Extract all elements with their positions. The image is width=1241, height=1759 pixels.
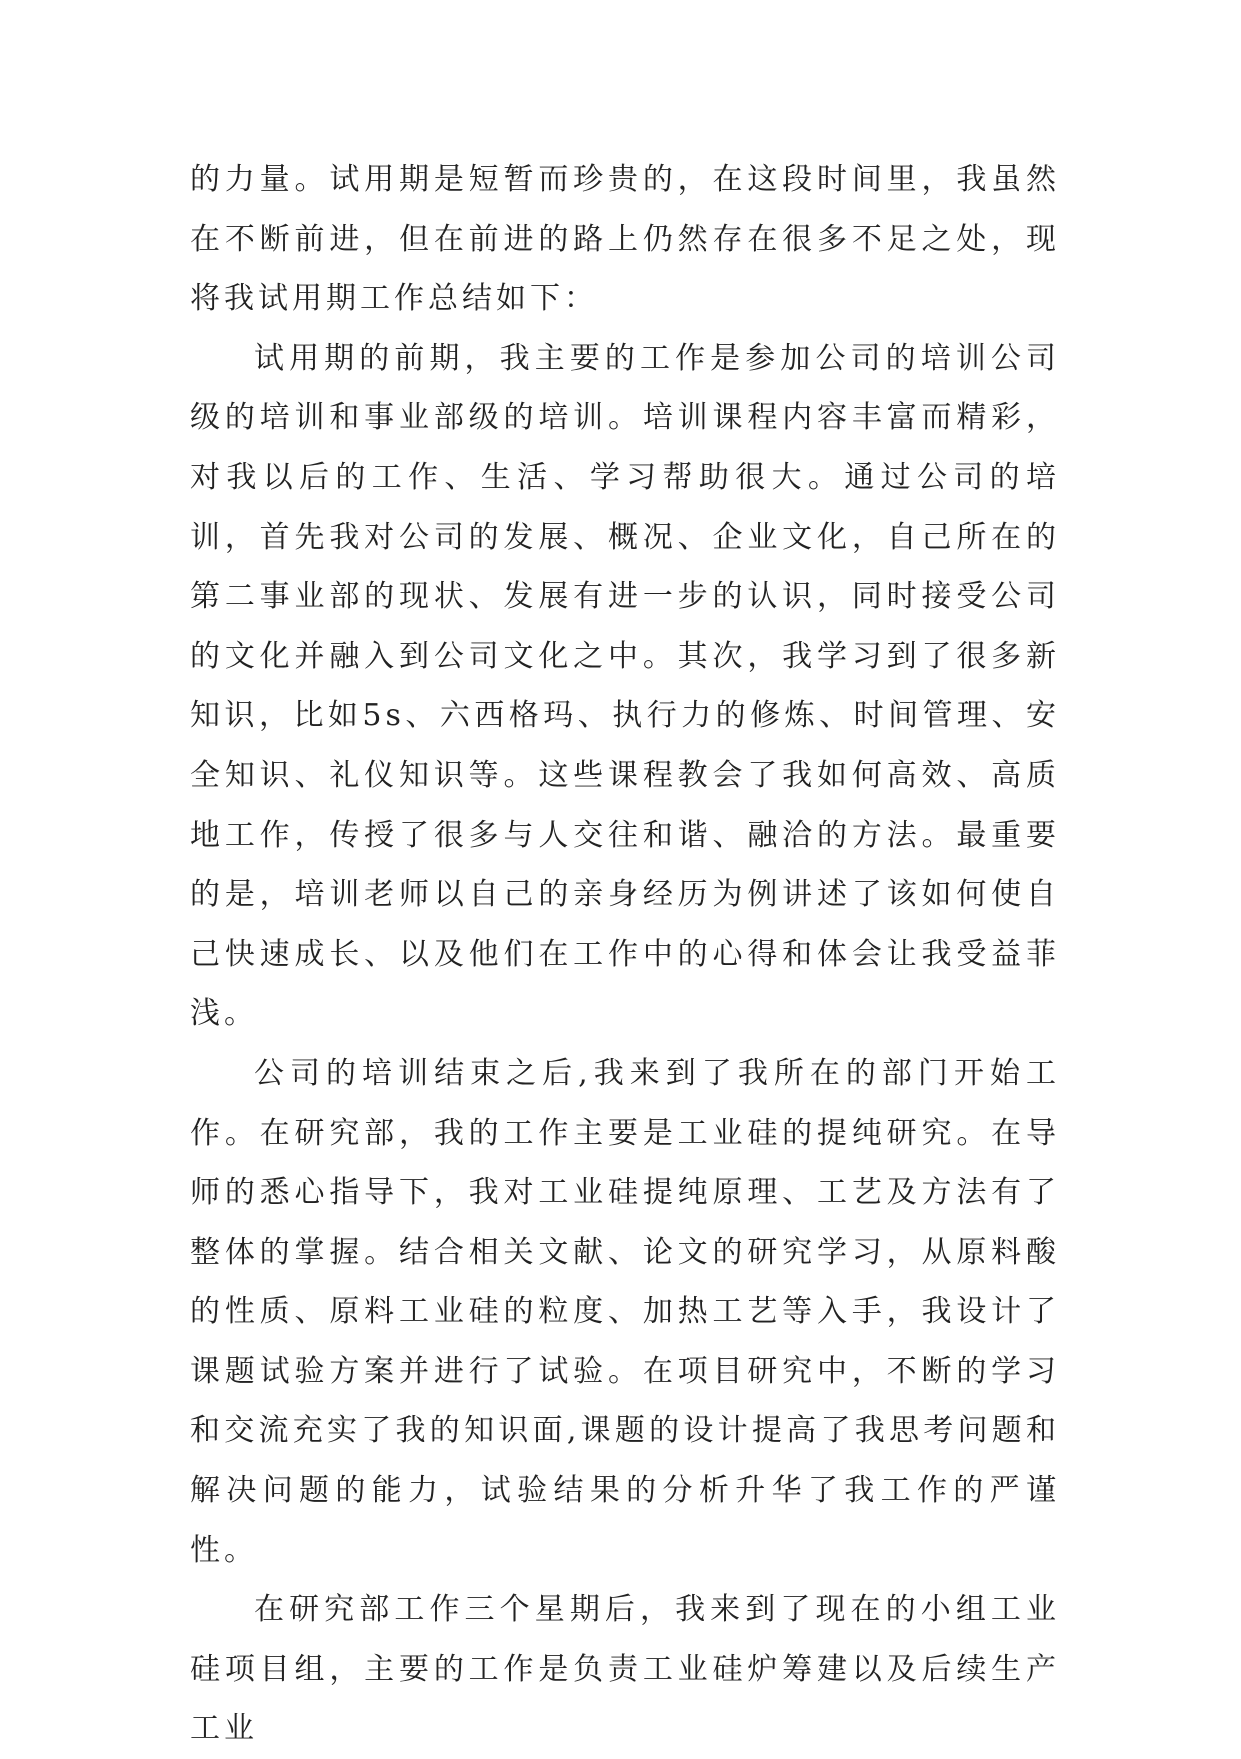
paragraph-3: 公司的培训结束之后,我来到了我所在的部门开始工作。在研究部，我的工作主要是工业硅的提纯研究。在导师的悉心指导下，我对工业硅提纯原理、工艺及方法有了整体的掌握。结合相关文献、论文的研究学习，从原料酸的性质、原料工业硅的粒度、加热工艺等入手，我设计了课题试验方案并进行了试验。在项目研究中，不断的学习和交流充实了我的知识面,课题的设计提高了我思考问题和解决问题的能力，试验结果的分析升华了我工作的严谨性。 — [190, 1055, 1060, 1568]
paragraph-2: 试用期的前期，我主要的工作是参加公司的培训公司级的培训和事业部级的培训。培训课程内容丰富而精彩，对我以后的工作、生活、学习帮助很大。通过公司的培训，首先我对公司的发展、概况、企业文化，自己所在的第二事业部的现状、发展有进一步的认识，同时接受公司的文化并融入到公司文化之中。其次，我学习到了很多新知识，比如5s、六西格玛、执行力的修炼、时间管理、安全知识、礼仪知识等。这些课程教会了我如何高效、高质地工作，传授了很多与人交往和谐、融洽的方法。最重要的是，培训老师以自己的亲身经历为例讲述了该如何使自己快速成长、以及他们在工作中的心得和体会让我受益菲浅。 — [190, 340, 1060, 1032]
paragraph-4: 在研究部工作三个星期后，我来到了现在的小组工业硅项目组，主要的工作是负责工业硅炉筹建以及后续生产工业 — [190, 1592, 1060, 1747]
document-body — [190, 150, 1060, 1759]
paragraph-1: 的力量。试用期是短暂而珍贵的，在这段时间里，我虽然在不断前进，但在前进的路上仍然存在很多不足之处，现将我试用期工作总结如下： — [190, 162, 1060, 317]
